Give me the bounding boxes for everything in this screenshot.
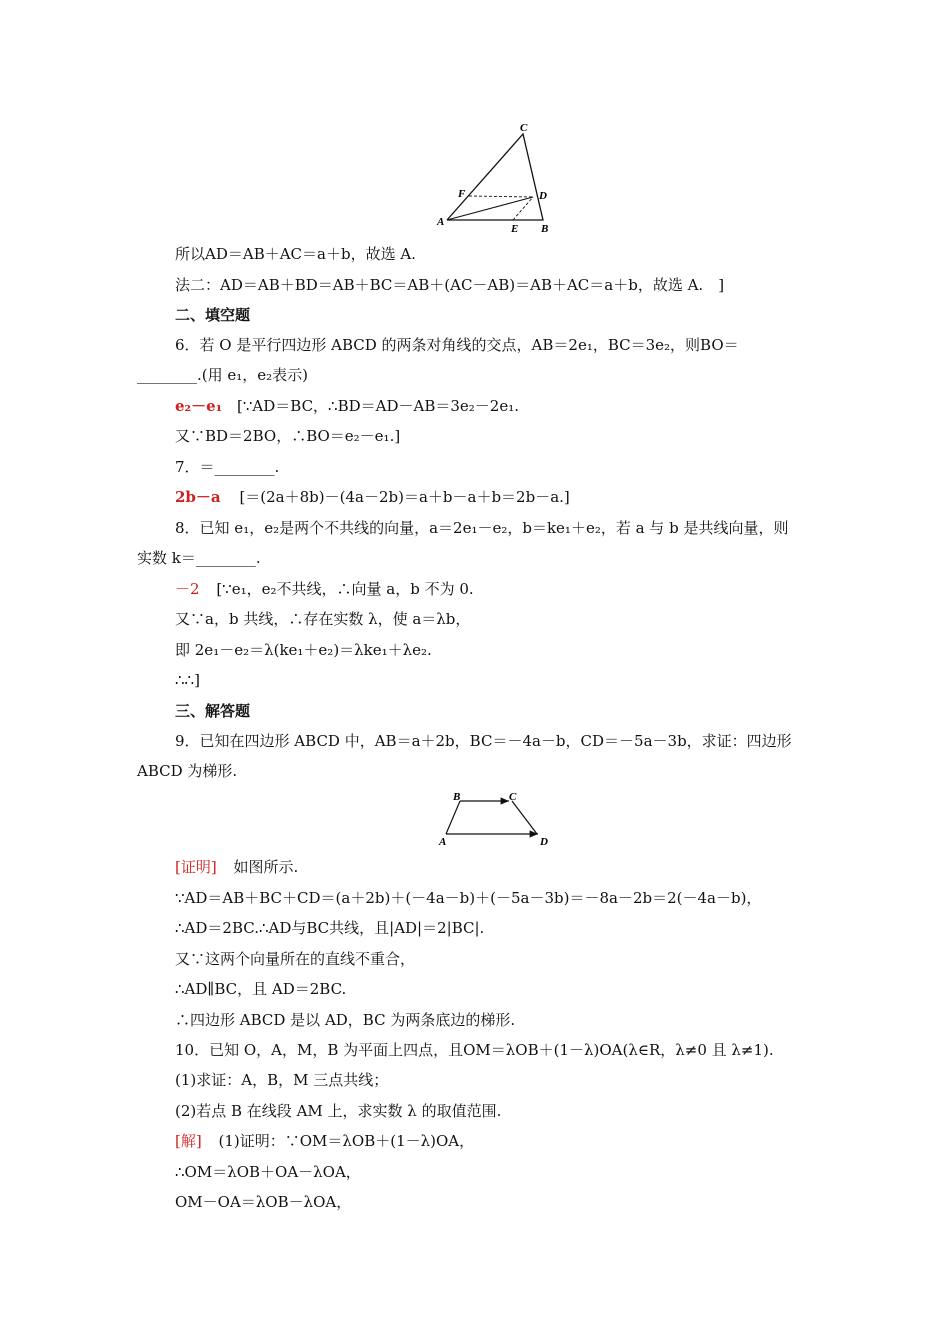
text-line: ________.(用 e₁，e₂表示): [137, 366, 309, 384]
answer-7: [175, 487, 570, 507]
text-line: 所以AD＝AB＋AC＝a＋b，故选 A.: [175, 245, 416, 263]
label-e: E: [511, 223, 519, 235]
answer-6: [175, 396, 519, 416]
question-6: 6．若 O 是平行四边形 ABCD 的两条对角线的交点，AB＝2e₁，BC＝3e₂，则BO＝: [175, 336, 739, 354]
segment-ab: [446, 801, 460, 834]
question-8: 8．已知 e₁，e₂是两个不共线的向量，a＝2e₁－e₂，b＝ke₁＋e₂，若 a 与 b 是共线向量，则: [175, 519, 789, 537]
text-line: ∴AD∥BC，且 AD＝2BC.: [175, 980, 347, 998]
text-line: ∴OM＝λOB＋OA－λOA，: [175, 1163, 361, 1181]
label-b: B: [541, 223, 549, 235]
answer-value: e₂－e₁: [175, 397, 223, 415]
question-7: 7．＝________.: [175, 458, 280, 476]
answer-value: 2b－a: [175, 488, 221, 506]
proof-9-start: [175, 857, 298, 877]
answer-explanation: [∵AD＝BC，∴BD＝AD－AB＝3e₂－2e₁.: [237, 397, 519, 415]
triangle-figure: [425, 118, 565, 240]
label-d: D: [540, 836, 548, 848]
proof-tag: [证明]: [175, 858, 217, 876]
text-line: ∴AD＝2BC.∴AD与BC共线，且|AD|＝2|BC|.: [175, 919, 485, 937]
answer-explanation: [＝(2a＋8b)－(4a－2b)＝a＋b－a＋b＝2b－a.]: [239, 488, 570, 506]
question-10-part-1: (1)求证：A，B，M 三点共线；: [175, 1071, 389, 1089]
segment-fd-dashed: [469, 196, 533, 197]
label-c: C: [509, 791, 517, 803]
section-heading-answer: 三、解答题: [175, 702, 251, 720]
label-b: B: [453, 791, 461, 803]
label-a: A: [439, 836, 447, 848]
answer-explanation: [∵e₁，e₂不共线，∴向量 a，b 不为 0.: [216, 580, 474, 598]
text-line: ∵AD＝AB＋BC＋CD＝(a＋2b)＋(－4a－b)＋(－5a－3b)＝－8a－2b＝2(－4a－b)，: [175, 889, 762, 907]
proof-text: 如图所示.: [233, 858, 299, 876]
text-line: OM－OA＝λOB－λOA，: [175, 1193, 352, 1211]
question-10: 10．已知 O，A，M，B 为平面上四点，且OM＝λOB＋(1－λ)OA(λ∈R，λ≠0 且 λ≠1).: [175, 1041, 774, 1059]
segment-ed-dashed: [513, 197, 533, 220]
text-line: 又∵a，b 共线，∴存在实数 λ，使 a＝λb，: [175, 610, 471, 628]
answer-8: [175, 579, 474, 599]
text-line: 又∵BD＝2BO，∴BO＝e₂－e₁.]: [175, 427, 401, 445]
text-line: ABCD 为梯形.: [137, 762, 238, 780]
answer-value: －2: [175, 580, 200, 598]
text-line: 法二：AD＝AB＋BD＝AB＋BC＝AB＋(AC－AB)＝AB＋AC＝a＋b，故选 A. ]: [175, 276, 725, 294]
question-10-part-2: (2)若点 B 在线段 AM 上，求实数 λ 的取值范围.: [175, 1102, 502, 1120]
text-line: 实数 k＝________.: [137, 549, 261, 567]
solution-text: (1)证明：∵OM＝λOB＋(1－λ)OA，: [218, 1132, 475, 1150]
text-line: 又∵这两个向量所在的直线不重合，: [175, 950, 416, 968]
question-9: 9．已知在四边形 ABCD 中，AB＝a＋2b，BC＝－4a－b，CD＝－5a－3b，求证：四边形: [175, 732, 792, 750]
label-c: C: [520, 122, 528, 134]
segment-ad: [447, 197, 533, 220]
label-f: F: [458, 188, 466, 200]
label-d: D: [539, 190, 547, 202]
text-line: ∴∴]: [175, 671, 200, 689]
label-a: A: [437, 216, 445, 228]
segment-cd: [512, 801, 537, 834]
solution-tag: [解]: [175, 1132, 202, 1150]
text-line: 即 2e₁－e₂＝λ(ke₁＋e₂)＝λke₁＋λe₂.: [175, 641, 432, 659]
section-heading-fill-blank: 二、填空题: [175, 306, 251, 324]
text-line: ∴四边形 ABCD 是以 AD，BC 为两条底边的梯形.: [175, 1011, 516, 1029]
trapezoid-figure: [432, 788, 557, 850]
solution-10-start: [175, 1131, 474, 1151]
